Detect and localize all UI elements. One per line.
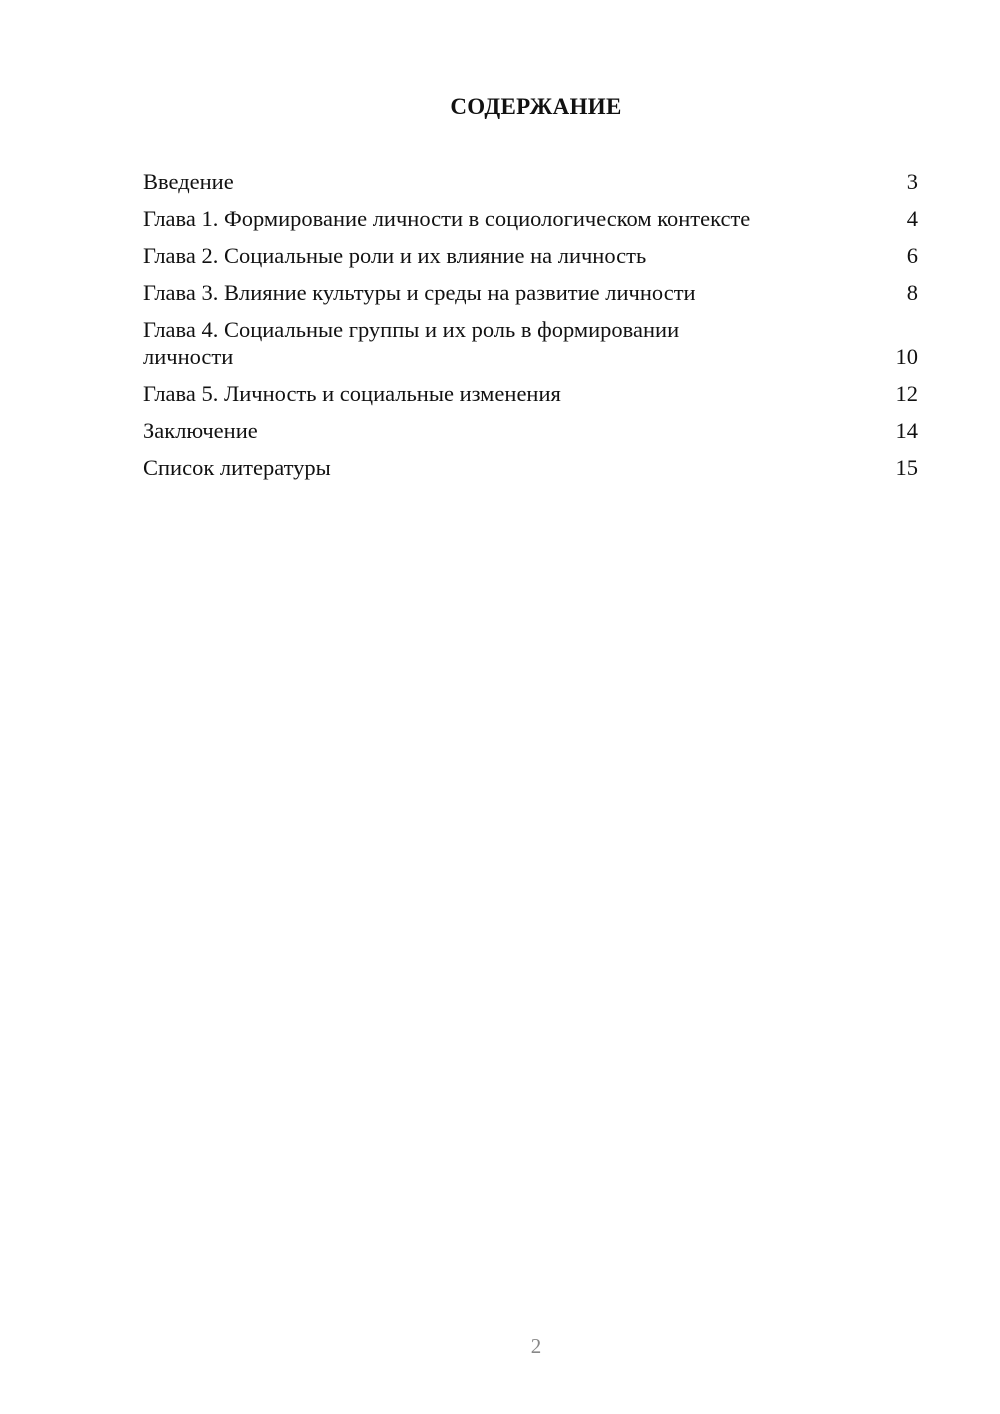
page-title: СОДЕРЖАНИЕ <box>450 94 622 119</box>
toc-entry-title: Глава 5. Личность и социальные изменения <box>143 381 561 406</box>
toc-entry-page: 10 <box>895 344 918 369</box>
toc-entry-page: 4 <box>906 206 918 231</box>
toc-entry-chapter-2[interactable] <box>143 242 918 269</box>
toc-entry-conclusion[interactable] <box>143 417 918 444</box>
toc-entry-references[interactable] <box>143 454 918 481</box>
toc-entry-title: Глава 3. Влияние культуры и среды на развитие личности <box>143 280 696 305</box>
toc-entry-title: Глава 2. Социальные роли и их влияние на личность <box>143 243 647 268</box>
toc-entry-title: Введение <box>143 169 234 194</box>
toc-entry-page: 3 <box>906 169 918 194</box>
toc-entry-title: Глава 1. Формирование личности в социологическом контексте <box>143 206 751 231</box>
toc-entry-chapter-4[interactable] <box>143 316 918 370</box>
toc-entry-page: 8 <box>906 280 918 305</box>
toc-entry-chapter-3[interactable] <box>143 279 918 306</box>
toc-entry-page: 12 <box>895 381 918 406</box>
toc-entry-title: Список литературы <box>143 455 331 480</box>
toc-entry-page: 14 <box>895 418 918 443</box>
toc-entry-title: Глава 4. Социальные группы и их роль в формировании личности <box>143 317 680 369</box>
table-of-contents <box>143 168 918 491</box>
toc-entry-title: Заключение <box>143 418 258 443</box>
toc-entry-chapter-5[interactable] <box>143 380 918 407</box>
toc-entry-page: 15 <box>895 455 918 480</box>
toc-entry-introduction[interactable] <box>143 168 918 195</box>
toc-entry-chapter-1[interactable] <box>143 205 918 232</box>
toc-entry-page: 6 <box>906 243 918 268</box>
page-number: 2 <box>530 1334 542 1358</box>
